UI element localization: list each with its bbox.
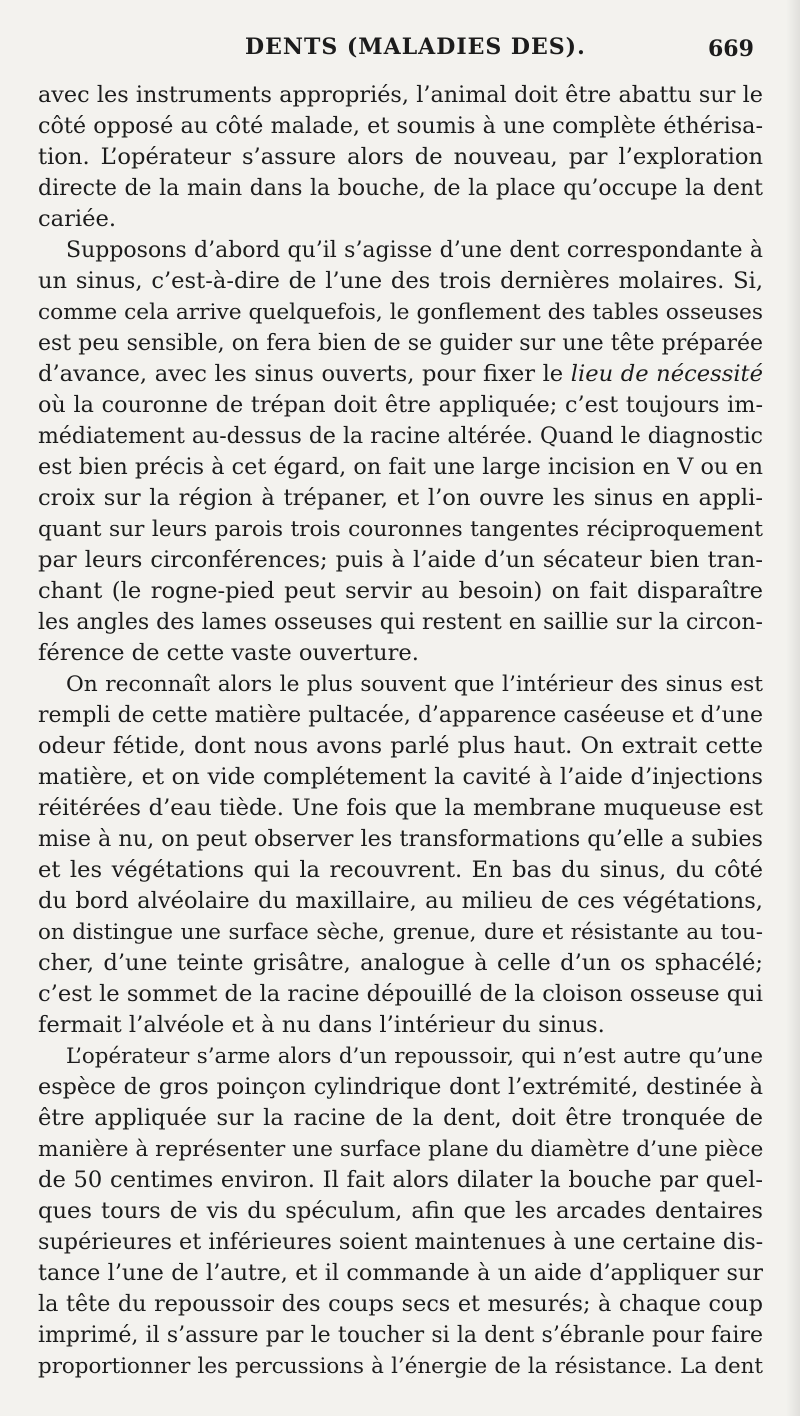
text-line: de 50 centimes environ. Il fait alors dilater la bouche par quel- <box>38 1167 763 1193</box>
text-line: matière, et on vide complétement la cavité à l’aide d’injections <box>38 764 763 790</box>
text-line: quant sur leurs parois trois couronnes tangentes réciproquement <box>38 517 763 542</box>
text-line: L’opérateur s’arme alors d’un repoussoir, qui n’est autre qu’une <box>66 1044 763 1069</box>
text-line: et les végétations qui la recouvrent. En bas du sinus, du côté <box>38 857 763 883</box>
text-line: cariée. <box>38 206 117 232</box>
text-line: odeur fétide, dont nous avons parlé plus haut. On extrait cette <box>38 733 763 759</box>
paragraph-4 <box>38 1041 763 1382</box>
text-line: la tête du repoussoir des coups secs et mesurés; à chaque coup <box>38 1291 763 1317</box>
text-line: avec les instruments appropriés, l’animal doit être abattu sur le <box>38 82 763 108</box>
text-line: être appliquée sur la racine de la dent, doit être tronquée de <box>38 1105 763 1131</box>
text-line: supérieures et inférieures soient maintenues à une certaine dis- <box>38 1229 763 1255</box>
text-line: férence de cette vaste ouverture. <box>38 640 419 666</box>
text-line: mise à nu, on peut observer les transformations qu’elle a subies <box>38 826 763 852</box>
text-line: ques tours de vis du spéculum, afin que les arcades dentaires <box>38 1198 763 1224</box>
text-line: chant (le rogne-pied peut servir au besoin) on fait disparaître <box>38 578 763 604</box>
text-line: On reconnaît alors le plus souvent que l’intérieur des sinus est <box>66 672 763 697</box>
page-number: 669 <box>708 36 754 62</box>
text-line: tion. L’opérateur s’assure alors de nouveau, par l’exploration <box>38 144 763 170</box>
text-line: on distingue une surface sèche, grenue, dure et résistante au tou- <box>38 920 763 945</box>
text-line: réitérées d’eau tiède. Une fois que la membrane muqueuse est <box>38 795 763 821</box>
text-line: cher, d’une teinte grisâtre, analogue à celle d’un os sphacélé; <box>38 950 763 976</box>
text-line: tance l’une de l’autre, et il commande à un aide d’appliquer sur <box>38 1260 763 1286</box>
text-line: du bord alvéolaire du maxillaire, au milieu de ces végétations, <box>38 888 763 914</box>
text-line: d’avance, avec les sinus ouverts, pour fixer le lieu de nécessité <box>38 361 763 387</box>
page-header <box>0 30 800 70</box>
text-line: croix sur la région à trépaner, et l’on ouvre les sinus en appli- <box>38 485 763 511</box>
paragraph-1 <box>38 80 763 235</box>
paragraph-2 <box>38 235 763 669</box>
text-line: par leurs circonférences; puis à l’aide d’un sécateur bien tran- <box>38 547 763 573</box>
text-line: médiatement au-dessus de la racine altérée. Quand le diagnostic <box>38 424 763 449</box>
text-line: comme cela arrive quelquefois, le gonflement des tables osseuses <box>38 300 763 325</box>
text-line: les angles des lames osseuses qui restent en saillie sur la circon- <box>38 610 763 635</box>
text-line: c’est le sommet de la racine dépouillé de la cloison osseuse qui <box>38 981 763 1007</box>
text-line: est bien précis à cet égard, on fait une large incision en V ou en <box>38 454 763 480</box>
text-line: imprimé, il s’assure par le toucher si la dent s’ébranle pour faire <box>38 1323 763 1348</box>
text-line: un sinus, c’est-à-dire de l’une des trois dernières molaires. Si, <box>38 268 763 294</box>
text-line: espèce de gros poinçon cylindrique dont l’extrémité, destinée à <box>38 1074 763 1100</box>
text-line: où la couronne de trépan doit être appliquée; c’est toujours im- <box>38 392 763 418</box>
paragraph-3 <box>38 669 763 1041</box>
text-line: rempli de cette matière pultacée, d’apparence caséeuse et d’une <box>38 703 763 728</box>
text-line: Supposons d’abord qu’il s’agisse d’une dent correspondante à <box>66 238 763 263</box>
text-line: est peu sensible, on fera bien de se guider sur une tête préparée <box>38 331 763 356</box>
page-edge-shadow <box>786 0 800 1416</box>
text-line: côté opposé au côté malade, et soumis à une complète éthérisa- <box>38 113 763 139</box>
body-text <box>38 80 763 1382</box>
running-title: DENTS (MALADIES DES). <box>245 34 586 60</box>
text-line: manière à représenter une surface plane du diamètre d’une pièce <box>38 1137 763 1162</box>
text-line: proportionner les percussions à l’énergie de la résistance. La dent <box>38 1354 763 1379</box>
text-line: fermait l’alvéole et à nu dans l’intérieur du sinus. <box>38 1012 605 1038</box>
text-line: directe de la main dans la bouche, de la place qu’occupe la dent <box>38 176 763 201</box>
